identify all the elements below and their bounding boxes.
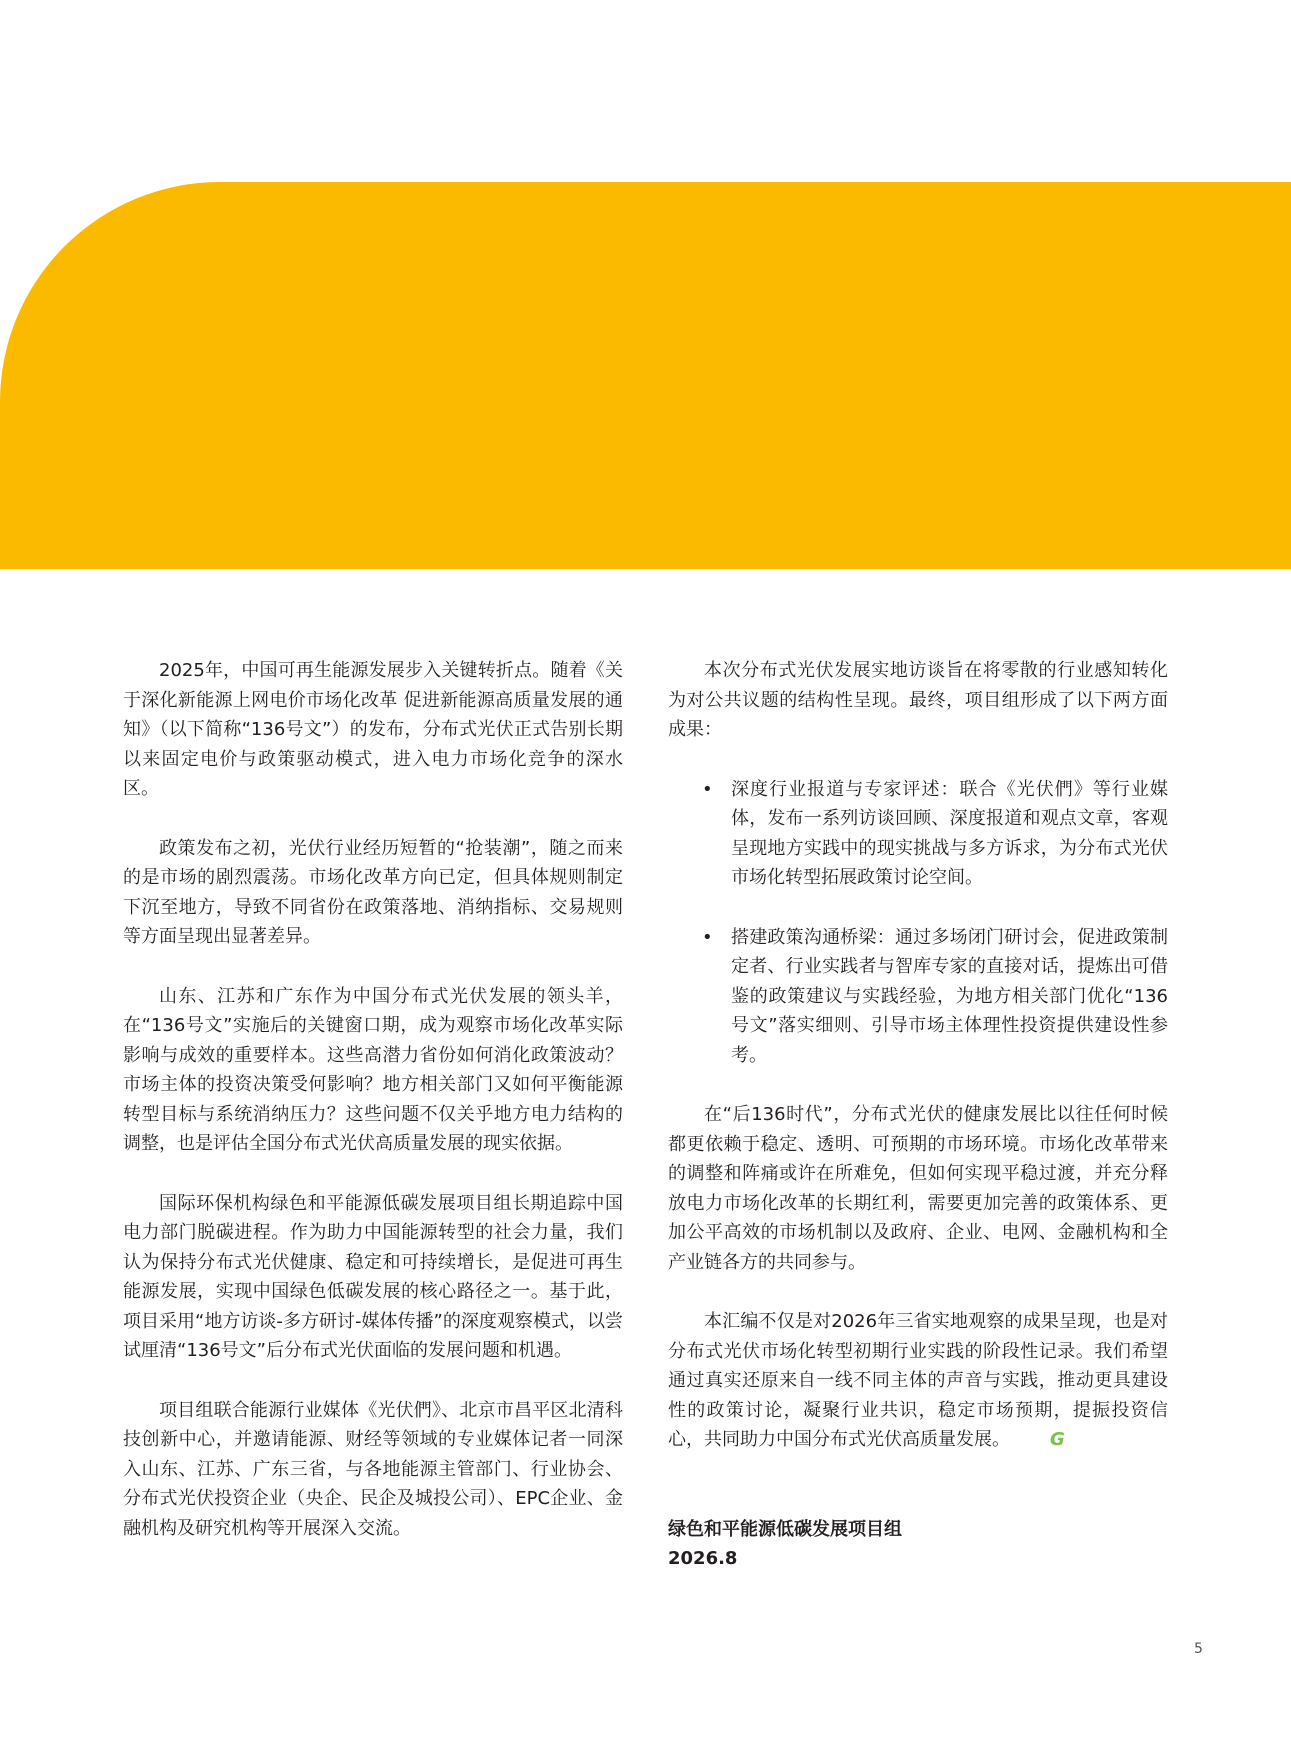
paragraph: 山东、江苏和广东作为中国分布式光伏发展的领头羊，在“136号文”实施后的关键窗口期，成为观察市场化改革实际影响与成效的重要样本。这些高潜力省份如何消化政策波动？市场主体的投资决策受何影响？地方相关部门又如何平衡能源转型目标与系统消纳压力？这些问题不仅关乎地方电力结构的调整，也是评估全国分布式光伏高质量发展的现实依据。 bbox=[123, 985, 623, 1154]
paragraph-text: 本汇编不仅是对2026年三省实地观察的成果呈现，也是对分布式光伏市场化转型初期行业实践的阶段性记录。我们希望通过真实还原来自一线不同主体的声音与实践，推动更具建设性的政策讨论，凝聚行业共识，稳定市场预期，提振投资信心，共同助力中国分布式光伏高质量发展。 bbox=[668, 1311, 1168, 1450]
paragraph: 2025年，中国可再生能源发展步入关键转折点。随着《关于深化新能源上网电价市场化改革 促进新能源高质量发展的通知》（以下简称“136号文”）的发布，分布式光伏正式告别长期以来固定电价与政策驱动模式，进入电力市场化竞争的深水区。 bbox=[123, 660, 623, 799]
paragraph: 政策发布之初，光伏行业经历短暂的“抢装潮”，随之而来的是市场的剧烈震荡。市场化改革方向已定，但具体规则制定下沉至地方，导致不同省份在政策落地、消纳指标、交易规则等方面呈现出显著差异。 bbox=[123, 837, 623, 947]
list-item bbox=[702, 775, 1168, 893]
decorative-banner bbox=[0, 182, 1291, 569]
paragraph: 国际环保机构绿色和平能源低碳发展项目组长期追踪中国电力部门脱碳进程。作为助力中国能源转型的社会力量，我们认为保持分布式光伏健康、稳定和可持续增长，是促进可再生能源发展，实现中国绿色低碳发展的核心路径之一。基于此，项目采用“地方访谈-多方研讨-媒体传播”的深度观察模式，以尝试厘清“136号文”后分布式光伏面临的发展问题和机遇。 bbox=[123, 1192, 623, 1361]
bullet-icon: • bbox=[702, 926, 713, 948]
paragraph: 在“后136时代”，分布式光伏的健康发展比以往任何时候都更依赖于稳定、透明、可预期的市场环境。市场化改革带来的调整和阵痛或许在所难免，但如何实现平稳过渡，并充分释放电力市场化改革的长期红利，需要更加完善的政策体系、更加公平高效的市场机制以及政府、企业、电网、金融机构和全产业链各方的共同参与。 bbox=[668, 1104, 1168, 1273]
intro-paragraph: 本次分布式光伏发展实地访谈旨在将零散的行业感知转化为对公共议题的结构性呈现。最终，项目组形成了以下两方面成果： bbox=[668, 660, 1168, 740]
list-item bbox=[702, 923, 1168, 1071]
list-item-text: 深度行业报道与专家评述：联合《光伏們》等行业媒体，发布一系列访谈回顾、深度报道和观点文章，客观呈现地方实践中的现实挑战与多方诉求，为分布式光伏市场化转型拓展政策讨论空间。 bbox=[731, 778, 1168, 888]
results-list bbox=[668, 775, 1168, 1071]
page-number: 5 bbox=[1194, 1641, 1203, 1657]
closing-paragraph bbox=[668, 1307, 1168, 1455]
greenpeace-logo-icon: G bbox=[1050, 1429, 1065, 1450]
signature-date: 2026.8 bbox=[668, 1548, 738, 1569]
list-item-text: 搭建政策沟通桥梁：通过多场闭门研讨会，促进政策制定者、行业实践者与智库专家的直接对话，提炼出可借鉴的政策建议与实践经验，为地方相关部门优化“136号文”落实细则、引导市场主体理性投资提供建设性参考。 bbox=[731, 926, 1168, 1066]
right-column bbox=[668, 656, 1168, 1574]
left-column bbox=[123, 656, 623, 1573]
signature-block bbox=[668, 1515, 1168, 1574]
signature-org: 绿色和平能源低碳发展项目组 bbox=[668, 1518, 902, 1540]
bullet-icon: • bbox=[702, 778, 713, 800]
paragraph: 项目组联合能源行业媒体《光伏們》、北京市昌平区北清科技创新中心，并邀请能源、财经等领域的专业媒体记者一同深入山东、江苏、广东三省，与各地能源主管部门、行业协会、分布式光伏投资企业（央企、民企及城投公司）、EPC企业、金融机构及研究机构等开展深入交流。 bbox=[123, 1399, 623, 1539]
